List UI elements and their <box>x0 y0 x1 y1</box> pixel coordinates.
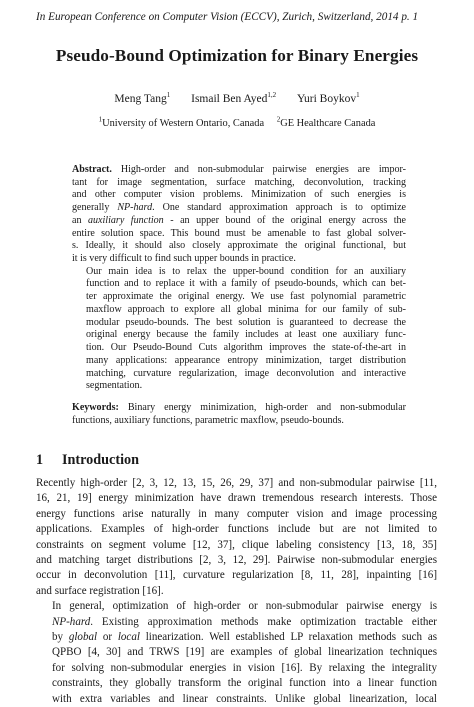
text-line: energy functions arise naturally in many computer vision and image processing <box>36 507 437 520</box>
text-line: an auxiliary function - an upper bound of the original energy across the <box>72 214 407 226</box>
text-line: constraints, they globally transform the original function into a linear function <box>52 677 437 690</box>
text-line: it is very difficult to find such upper bounds in practice. <box>72 253 296 265</box>
text-line: tant for image segmentation, surface matching, deconvolution, tracking <box>72 176 406 188</box>
section-heading <box>36 452 139 469</box>
text-line: Recently high-order [2, 3, 12, 13, 15, 26, 29, 37] and non-submodular pairwise [11, <box>36 477 437 489</box>
text-line: maxflow approach to explore all global minima for our family of sub- <box>86 303 406 315</box>
abstract-paragraph <box>72 164 406 266</box>
text-line: by global or local linearization. Well established LP relaxation methods such as <box>52 631 438 644</box>
abstract-paragraph <box>72 266 406 393</box>
text-line: constraints on segment volume [12, 37], clique labeling consistency [13, 18, 35] <box>36 538 437 551</box>
text-line: In general, optimization of high-order or non-submodular pairwise energy is <box>52 600 437 613</box>
text-line: generally NP-hard. One standard approximation approach is to optimize <box>72 202 406 214</box>
affiliation-list <box>0 115 474 129</box>
introduction-body <box>36 476 437 707</box>
text-line: NP-hard. Existing approximation methods make optimization tractable either <box>52 615 437 628</box>
text-line: many applications: appearance entropy minimization, target distribution <box>86 354 406 366</box>
paper-title: Pseudo-Bound Optimization for Binary Energies <box>55 46 419 65</box>
text-line: and surface registration [16]. <box>36 584 164 597</box>
abstract-label: Abstract. <box>72 164 112 175</box>
text-line: occur in deconvolution [11], curvature regularization [8, 11, 28], inpainting [16] <box>36 569 437 582</box>
conference-header: In European Conference on Computer Vision (ECCV), Zurich, Switzerland, 2014 p. 1 <box>36 11 419 23</box>
text-line: for solving non-submodular energies in vision [16]. By relaxing the integrality <box>52 661 437 674</box>
text-line: entire solution space. This bound must be amenable to fast global solver- <box>72 227 406 239</box>
text-line: applications. Examples of high-order functions include but are not limited to <box>36 523 437 536</box>
text-line: tion. Our Pseudo-Bound Cuts algorithm improves the state-of-the-art in <box>86 342 406 354</box>
affiliation: $^2$GE Healthcare Canada <box>276 115 376 129</box>
body-paragraph <box>36 599 437 707</box>
text-line: and matching target distributions [2, 3, 12, 29]. Pairwise non-submodular energies <box>36 554 437 567</box>
text-line: and other computer vision problems. Minimization of such energies is <box>72 189 406 201</box>
text-line: Keywords: Binary energy minimization, high-order and non-submodular <box>72 402 406 413</box>
text-line: function and to replace it with a family of pseudo-bounds, which can bet- <box>86 278 406 290</box>
text-line: Our main idea is to relax the upper-bound condition for an auxiliary <box>86 265 406 277</box>
body-paragraph <box>36 476 437 599</box>
author: Ismail Ben Ayed$^{1,2}$ <box>191 91 277 105</box>
text-line: with extra variables and linear constraints. Unlike global linearization, local <box>52 692 437 705</box>
text-line: ter approximate the original energy. We use fast polynomial parametric <box>86 291 406 303</box>
author: Meng Tang$^1$ <box>114 91 171 105</box>
text-line: matching, curvature regularization, image deconvolution and interactive <box>86 367 406 379</box>
section-number: 1 <box>36 452 44 468</box>
text-line: segmentation. <box>86 380 143 392</box>
author: Yuri Boykov$^1$ <box>296 91 360 105</box>
affiliation: $^1$University of Western Ontario, Canada <box>98 115 265 129</box>
text-line: 16, 21, 19] energy minimization have drawn tremendous research interests. Those <box>36 492 437 505</box>
text-line: functions, auxiliary functions, parametric maxflow, pseudo-bounds. <box>72 414 344 426</box>
author-list <box>0 93 474 105</box>
text-line: original energy because the family includes at least one auxiliary func- <box>86 329 406 341</box>
keywords <box>72 402 406 427</box>
text-line: s. Ideally, it should also closely approximate the original functional, but <box>72 240 406 252</box>
text-line: QPBO [4, 30] and TRWS [19] are examples of global linearization techniques <box>52 646 437 659</box>
abstract <box>72 164 406 393</box>
keywords-label: Keywords: <box>72 402 119 413</box>
section-title: Introduction <box>62 452 139 468</box>
text-line: modular pseudo-bounds. The best solution is guaranteed to decrease the <box>86 316 406 328</box>
text-line: Abstract. High-order and non-submodular pairwise energies are impor- <box>72 164 406 175</box>
